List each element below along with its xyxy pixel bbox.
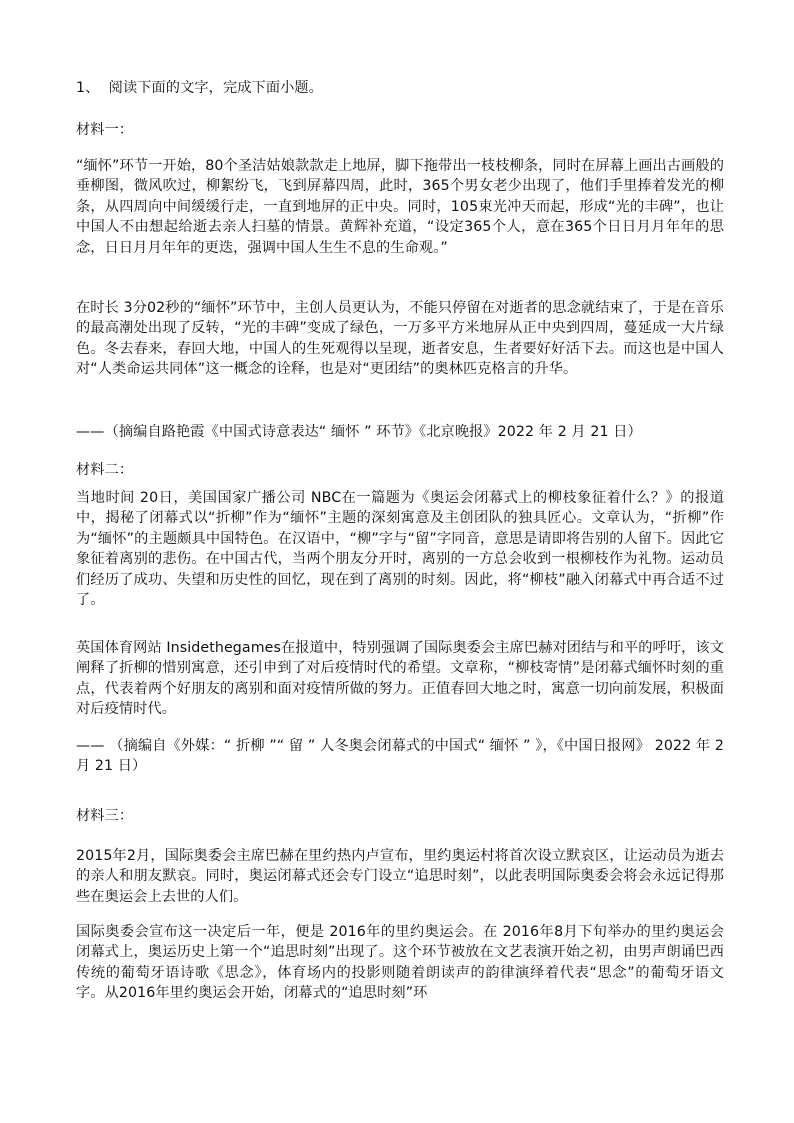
- material2-paragraph-2: 英国体育网站 Insidethegames在报道中，特别强调了国际奥委会主席巴赫对团结与和平的呼吁，该文阐释了折柳的惜别寓意，还引申到了对后疫情时代的希望。文章称，“柳枝寄情”是闭幕式缅怀时刻的重点，代表着两个好朋友的离别和面对疫情所做的努力。正值春回大地之时，寓意一切向前发展，积极面对后疫情时代。: [76, 640, 724, 718]
- material3-paragraph-1: 2015年2月，国际奥委会主席巴赫在里约热内卢宣布，里约奥运村将首次设立默哀区，让运动员为逝去的亲人和朋友默哀。同时，奥运闭幕式还会专门设立“追思时刻”，以此表明国际奥委会将会永远记得那些在奥运会上去世的人们。: [76, 848, 724, 905]
- material3-paragraph-2: 国际奥委会宣布这一决定后一年，便是 2016年的里约奥运会。在 2016年8月下旬举办的里约奥运会闭幕式上，奥运历史上第一个“追思时刻”出现了。这个环节被放在文艺表演开始之初，由男声朗诵巴西传统的葡萄牙语诗歌《思念》，体育场内的投影则随着朗读声的韵律演绎着代表“思念”的葡萄牙语文字。从2016年里约奥运会开始，闭幕式的“追思时刻”环: [76, 924, 724, 1002]
- question-instruction: 阅读下面的文字，完成下面小题。: [108, 80, 323, 96]
- question-number: 1、: [76, 80, 100, 96]
- material2-paragraph-1: 当地时间 20日，美国国家广播公司 NBC在一篇题为《奥运会闭幕式上的柳枝象征着什么？》的报道中，揭秘了闭幕式以“折柳”作为“缅怀”主题的深刻寓意及主创团队的独具匠心。文章认为，“折柳”作为“缅怀”的主题颇具中国特色。在汉语中，“柳”字与“留”字同音，意思是请即将告别的人留下。因此它象征着离别的悲伤。在中国古代，当两个朋友分开时，离别的一方总会收到一根柳枝作为礼物。运动员们经历了成功、失望和历史性的回忆，现在到了离别的时刻。因此，将“柳枝”融入闭幕式中再合适不过了。: [76, 490, 724, 609]
- material1-source: ——（摘编自路艳霞《中国式诗意表达“ 缅怀 ” 环节》《北京晚报》2022 年 2 月 21 日）: [76, 424, 642, 440]
- material2-source: —— （摘编自《外媒：“ 折柳 ”“ 留 ” 人冬奥会闭幕式的中国式“ 缅怀 ” 》，《中国日报网》 2022 年 2 月 21 日）: [76, 738, 724, 775]
- material1-paragraph-2: 在时长 3分02秒的“缅怀”环节中，主创人员更认为，不能只停留在对逝者的思念就结束了，于是在音乐的最高潮处出现了反转，“光的丰碑”变成了绿色，一万多平方米地屏从正中央到四周，蔓延成一大片绿色。冬去春来，春回大地，中国人的生死观得以呈现，逝者安息，生者要好好活下去。而这也是中国人对“人类命运共同体”这一概念的诠释，也是对“更团结”的奥林匹克格言的升华。: [76, 300, 724, 378]
- material3-label: 材料三：: [76, 808, 134, 824]
- material2-label: 材料二：: [76, 462, 134, 478]
- material1-label: 材料一：: [76, 122, 134, 138]
- material1-paragraph-1: “缅怀”环节一开始，80个圣洁姑娘款款走上地屏，脚下拖带出一枝枝柳条，同时在屏幕上画出古画般的垂柳图，微风吹过，柳絮纷飞，飞到屏幕四周，此时，365个男女老少出现了，他们手里捧着发光的柳条，从四周向中间缓缓行走，一直到地屏的正中央。同时，105束光冲天而起，形成“光的丰碑”，也让中国人不由想起给逝去亲人扫墓的情景。黄辉补充道，“设定365个人，意在365个日日月月年年的思念，日日月月年年的更迭，强调中国人生生不息的生命观。”: [76, 158, 724, 256]
- question-heading: [76, 78, 323, 98]
